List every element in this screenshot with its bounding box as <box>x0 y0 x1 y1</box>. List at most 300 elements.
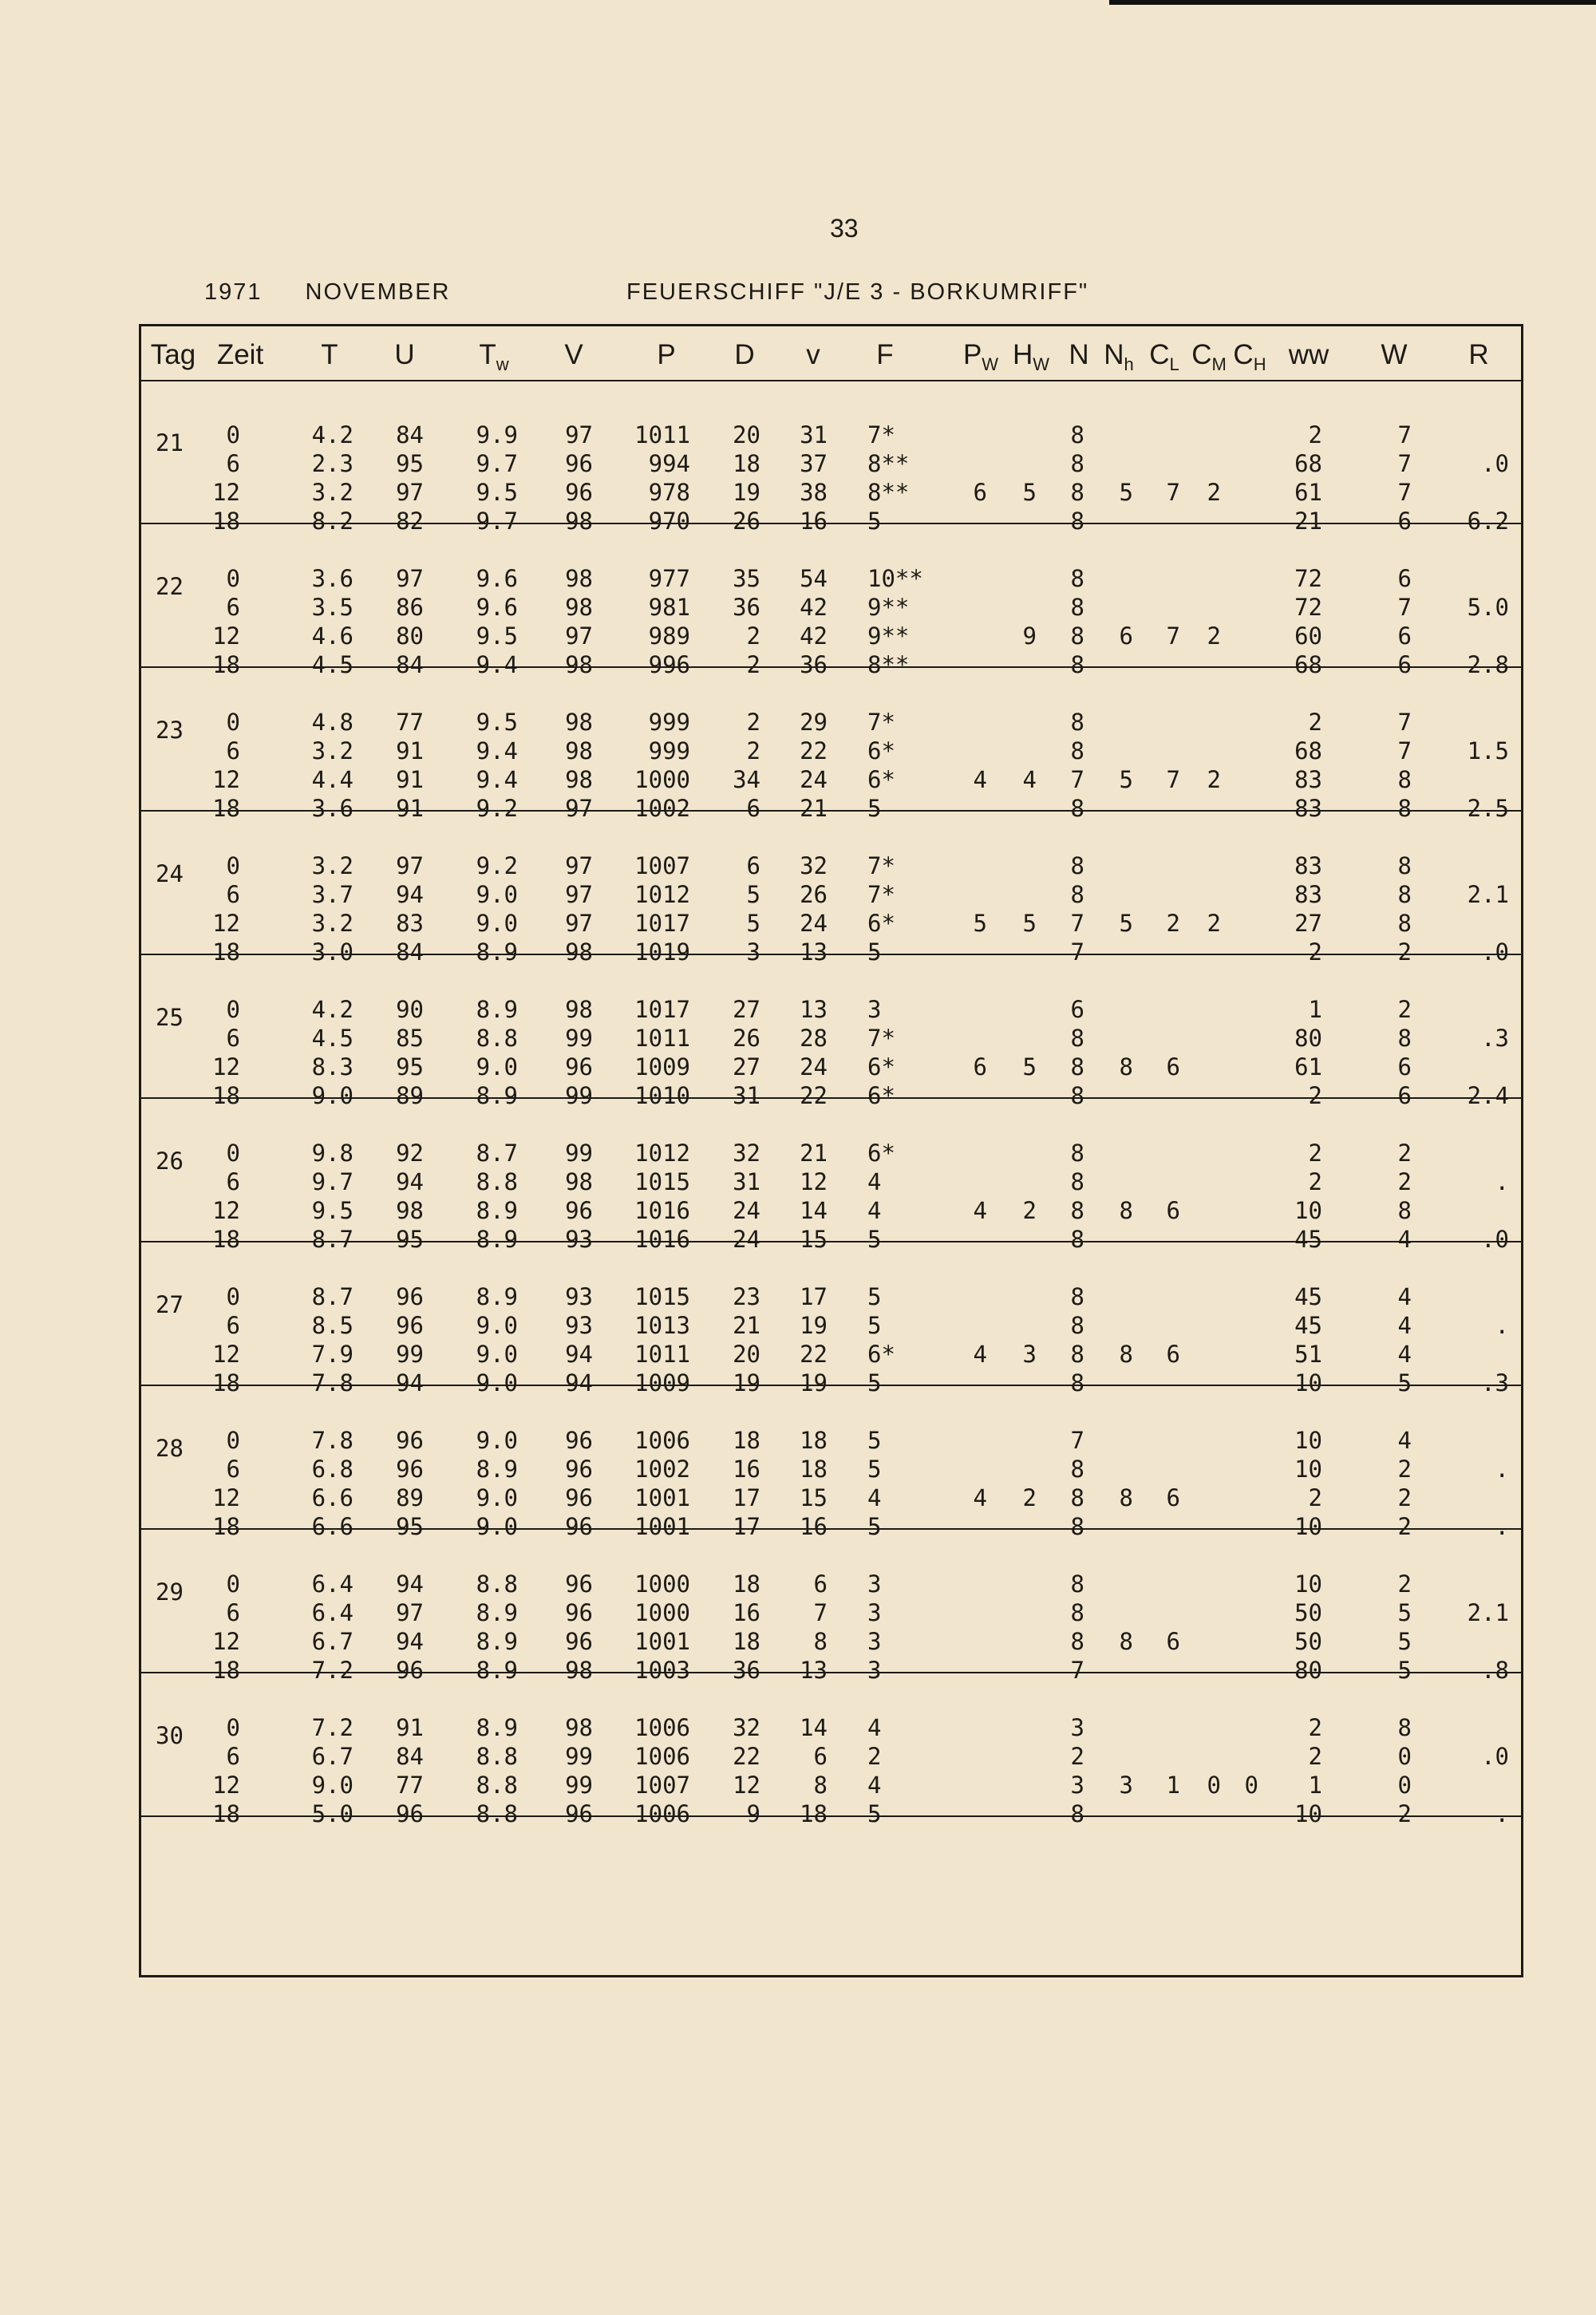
cell-t: 7.2 <box>311 1657 354 1684</box>
cell-tw: 9.5 <box>476 622 518 650</box>
cell-p: 1011 <box>634 1025 690 1052</box>
cell-d: 18 <box>733 1427 760 1454</box>
cell-f: 3 <box>867 1599 882 1626</box>
cell-u: 97 <box>396 565 424 592</box>
cell-w: 8 <box>1397 910 1412 937</box>
column-header-cm <box>1191 339 1227 375</box>
column-header-tw <box>479 339 508 375</box>
cell-t: 9.8 <box>311 1140 354 1167</box>
cell-r: .0 <box>1481 938 1509 966</box>
table-row <box>141 766 1521 795</box>
cell-u: 97 <box>396 1599 424 1626</box>
cell-zeit: 6 <box>226 881 240 908</box>
cell-hw: 5 <box>1022 910 1037 937</box>
cell-w: 2 <box>1397 1168 1412 1195</box>
cell-v: 98 <box>565 709 593 736</box>
cell-w: 8 <box>1397 766 1412 793</box>
cell-pw: 4 <box>973 1484 987 1511</box>
cell-ww: 10 <box>1294 1456 1322 1483</box>
cell-ww: 61 <box>1294 1053 1322 1080</box>
cell-n: 8 <box>1070 1800 1084 1827</box>
cell-zeit: 0 <box>226 1140 240 1167</box>
cell-n: 8 <box>1070 852 1084 879</box>
cell-d: 2 <box>746 651 760 678</box>
table-row <box>141 622 1521 651</box>
cell-v: 98 <box>565 1714 593 1741</box>
cell-f: 6* <box>867 1140 895 1167</box>
cell-n: 8 <box>1070 1456 1084 1483</box>
column-header-letter: C <box>1233 339 1254 370</box>
cell-tw: 9.5 <box>476 709 518 736</box>
cell-nh: 3 <box>1119 1772 1133 1799</box>
cell-w: 8 <box>1397 1197 1412 1224</box>
cell-n: 8 <box>1070 1484 1084 1511</box>
day-label: 29 <box>156 1578 184 1606</box>
cell-p: 1015 <box>634 1283 690 1310</box>
cell-n: 8 <box>1070 1140 1084 1167</box>
column-header-pw <box>963 339 998 375</box>
day-label: 23 <box>156 717 184 744</box>
column-header-n: N <box>1069 339 1089 370</box>
cell-hw: 5 <box>1022 1053 1037 1080</box>
scan-edge-bar <box>1109 0 1596 5</box>
column-header-r: R <box>1468 339 1489 370</box>
cell-d: 12 <box>733 1772 760 1799</box>
cell-d: 16 <box>733 1456 760 1483</box>
cell-ww: 45 <box>1294 1283 1322 1310</box>
cell-d: 22 <box>733 1743 760 1770</box>
cell-zeit: 12 <box>212 1341 240 1368</box>
cell-v: 98 <box>565 737 593 764</box>
cell-f: 5 <box>867 1800 882 1827</box>
cell-ww: 68 <box>1294 737 1322 764</box>
cell-ww: 83 <box>1294 852 1322 879</box>
cell-w: 8 <box>1397 852 1412 879</box>
cell-p: 1013 <box>634 1312 690 1339</box>
cell-v: 7 <box>813 1599 828 1626</box>
column-header-u: U <box>394 339 415 370</box>
cell-u: 91 <box>396 737 424 764</box>
cell-d: 3 <box>746 938 760 966</box>
cell-hw: 2 <box>1022 1484 1037 1511</box>
cell-zeit: 18 <box>212 1657 240 1684</box>
cell-zeit: 6 <box>226 1599 240 1626</box>
cell-n: 8 <box>1070 737 1084 764</box>
cell-n: 8 <box>1070 565 1084 592</box>
cell-w: 5 <box>1397 1657 1412 1684</box>
cell-zeit: 0 <box>226 709 240 736</box>
cell-r: 1.5 <box>1467 737 1509 764</box>
cell-t: 3.2 <box>311 737 354 764</box>
cell-r: 2.4 <box>1467 1082 1509 1109</box>
table-row <box>141 1772 1521 1800</box>
cell-p: 994 <box>648 450 690 477</box>
cell-f: 5 <box>867 795 882 822</box>
cell-v: 98 <box>565 565 593 592</box>
cell-n: 8 <box>1070 1082 1084 1109</box>
cell-d: 20 <box>733 1341 760 1368</box>
cell-ww: 10 <box>1294 1197 1322 1224</box>
cell-d: 31 <box>733 1168 760 1195</box>
column-header-subscript: w <box>496 354 509 374</box>
cell-t: 4.4 <box>311 766 354 793</box>
day-block <box>141 523 1521 678</box>
cell-ww: 2 <box>1308 421 1322 448</box>
cell-zeit: 18 <box>212 1082 240 1109</box>
cell-ww: 10 <box>1294 1427 1322 1454</box>
cell-cm: 2 <box>1207 622 1221 650</box>
table-row <box>141 996 1521 1025</box>
cell-nh: 5 <box>1119 910 1133 937</box>
table-row <box>141 881 1521 910</box>
cell-u: 80 <box>396 622 424 650</box>
table-row <box>141 709 1521 737</box>
cell-zeit: 18 <box>212 795 240 822</box>
cell-u: 91 <box>396 766 424 793</box>
cell-tw: 9.4 <box>476 651 518 678</box>
cell-p: 977 <box>648 565 690 592</box>
cell-t: 3.0 <box>311 938 354 966</box>
cell-zeit: 18 <box>212 508 240 535</box>
cell-v: 8 <box>813 1772 828 1799</box>
cell-ww: 2 <box>1308 1082 1322 1109</box>
cell-p: 1000 <box>634 1570 690 1598</box>
cell-cl: 6 <box>1166 1484 1180 1511</box>
cell-v: 96 <box>565 1484 593 1511</box>
cell-r: 2.5 <box>1467 795 1509 822</box>
cell-p: 1010 <box>634 1082 690 1109</box>
cell-u: 98 <box>396 1197 424 1224</box>
cell-tw: 9.0 <box>476 1312 518 1339</box>
cell-v: 16 <box>800 508 828 535</box>
cell-n: 8 <box>1070 622 1084 650</box>
cell-zeit: 12 <box>212 622 240 650</box>
cell-u: 90 <box>396 996 424 1023</box>
cell-tw: 8.9 <box>476 1599 518 1626</box>
cell-v: 26 <box>800 881 828 908</box>
cell-w: 7 <box>1397 421 1412 448</box>
cell-v: 99 <box>565 1140 593 1167</box>
cell-d: 18 <box>733 450 760 477</box>
cell-d: 16 <box>733 1599 760 1626</box>
cell-f: 6* <box>867 910 895 937</box>
cell-v: 36 <box>800 651 828 678</box>
cell-tw: 8.8 <box>476 1743 518 1770</box>
cell-n: 8 <box>1070 651 1084 678</box>
cell-ww: 83 <box>1294 795 1322 822</box>
column-header-f: F <box>876 339 894 370</box>
cell-u: 84 <box>396 651 424 678</box>
table-row <box>141 1628 1521 1657</box>
cell-r: 2.1 <box>1467 1599 1509 1626</box>
cell-u: 89 <box>396 1484 424 1511</box>
table-row <box>141 1599 1521 1628</box>
cell-t: 3.2 <box>311 479 354 506</box>
table-row <box>141 1312 1521 1341</box>
cell-v: 19 <box>800 1369 828 1397</box>
cell-p: 1001 <box>634 1484 690 1511</box>
cell-u: 95 <box>396 1053 424 1080</box>
cell-u: 91 <box>396 795 424 822</box>
cell-zeit: 12 <box>212 766 240 793</box>
column-header-subscript: W <box>1033 354 1050 374</box>
cell-t: 6.6 <box>311 1513 354 1540</box>
cell-v: 21 <box>800 795 828 822</box>
cell-p: 1011 <box>634 1341 690 1368</box>
cell-p: 970 <box>648 508 690 535</box>
cell-v: 13 <box>800 996 828 1023</box>
cell-f: 4 <box>867 1168 882 1195</box>
cell-t: 8.5 <box>311 1312 354 1339</box>
cell-u: 77 <box>396 709 424 736</box>
cell-t: 7.2 <box>311 1714 354 1741</box>
cell-t: 3.7 <box>311 881 354 908</box>
cell-r: . <box>1495 1513 1509 1540</box>
column-header-nh <box>1104 339 1134 375</box>
cell-p: 978 <box>648 479 690 506</box>
cell-f: 8** <box>867 479 910 506</box>
cell-f: 7* <box>867 421 895 448</box>
cell-cl: 6 <box>1166 1053 1180 1080</box>
cell-zeit: 6 <box>226 1743 240 1770</box>
cell-r: .8 <box>1481 1657 1509 1684</box>
cell-n: 8 <box>1070 1599 1084 1626</box>
cell-v: 97 <box>565 852 593 879</box>
column-header-letter: C <box>1191 339 1212 370</box>
cell-v: 6 <box>813 1570 828 1598</box>
cell-zeit: 6 <box>226 450 240 477</box>
table-row <box>141 450 1521 479</box>
cell-w: 6 <box>1397 622 1412 650</box>
cell-v: 15 <box>800 1226 828 1253</box>
cell-v: 98 <box>565 1657 593 1684</box>
cell-v: 93 <box>565 1226 593 1253</box>
cell-u: 96 <box>396 1283 424 1310</box>
cell-p: 1016 <box>634 1197 690 1224</box>
cell-ww: 72 <box>1294 565 1322 592</box>
table-row <box>141 737 1521 766</box>
cell-p: 1016 <box>634 1226 690 1253</box>
cell-v: 42 <box>800 622 828 650</box>
cell-pw: 4 <box>973 766 987 793</box>
column-header-subscript: h <box>1124 354 1134 374</box>
cell-f: 10** <box>867 565 923 592</box>
cell-p: 1015 <box>634 1168 690 1195</box>
cell-tw: 8.9 <box>476 1226 518 1253</box>
cell-pw: 6 <box>973 1053 987 1080</box>
cell-p: 996 <box>648 651 690 678</box>
cell-zeit: 18 <box>212 1800 240 1827</box>
cell-w: 4 <box>1397 1283 1412 1310</box>
cell-f: 3 <box>867 996 882 1023</box>
cell-tw: 8.9 <box>476 1082 518 1109</box>
cell-hw: 2 <box>1022 1197 1037 1224</box>
cell-f: 6* <box>867 737 895 764</box>
cell-r: . <box>1495 1168 1509 1195</box>
cell-p: 1007 <box>634 852 690 879</box>
cell-w: 4 <box>1397 1226 1412 1253</box>
cell-ww: 80 <box>1294 1025 1322 1052</box>
cell-tw: 8.9 <box>476 996 518 1023</box>
cell-v: 22 <box>800 1082 828 1109</box>
cell-tw: 8.9 <box>476 938 518 966</box>
cell-ww: 61 <box>1294 479 1322 506</box>
cell-zeit: 0 <box>226 565 240 592</box>
cell-d: 27 <box>733 1053 760 1080</box>
table-row <box>141 421 1521 450</box>
column-header-cl <box>1149 339 1179 375</box>
column-header-t: T <box>321 339 338 370</box>
cell-cm: 2 <box>1207 910 1221 937</box>
cell-v: 98 <box>565 766 593 793</box>
cell-cm: 2 <box>1207 479 1221 506</box>
cell-ww: 80 <box>1294 1657 1322 1684</box>
cell-v: 96 <box>565 1570 593 1598</box>
cell-cl: 6 <box>1166 1628 1180 1655</box>
cell-d: 19 <box>733 1369 760 1397</box>
cell-tw: 9.7 <box>476 508 518 535</box>
cell-p: 1002 <box>634 1456 690 1483</box>
cell-r: . <box>1495 1456 1509 1483</box>
cell-ww: 27 <box>1294 910 1322 937</box>
cell-n: 8 <box>1070 1168 1084 1195</box>
cell-ww: 1 <box>1308 996 1322 1023</box>
cell-d: 26 <box>733 1025 760 1052</box>
day-block <box>141 1673 1521 1827</box>
day-block <box>141 1385 1521 1540</box>
cell-f: 3 <box>867 1570 882 1598</box>
cell-tw: 8.7 <box>476 1140 518 1167</box>
cell-v: 97 <box>565 421 593 448</box>
cell-v: 93 <box>565 1283 593 1310</box>
cell-ww: 21 <box>1294 508 1322 535</box>
cell-v: 98 <box>565 938 593 966</box>
cell-pw: 4 <box>973 1197 987 1224</box>
cell-zeit: 0 <box>226 1427 240 1454</box>
cell-w: 6 <box>1397 565 1412 592</box>
cell-f: 6* <box>867 1082 895 1109</box>
cell-p: 981 <box>648 594 690 621</box>
cell-v: 32 <box>800 852 828 879</box>
column-header-subscript: W <box>982 354 999 374</box>
cell-u: 89 <box>396 1082 424 1109</box>
cell-v: 96 <box>565 1800 593 1827</box>
cell-v: 16 <box>800 1513 828 1540</box>
cell-f: 2 <box>867 1743 882 1770</box>
cell-f: 7* <box>867 709 895 736</box>
cell-v: 99 <box>565 1743 593 1770</box>
cell-w: 4 <box>1397 1427 1412 1454</box>
cell-tw: 9.9 <box>476 421 518 448</box>
cell-tw: 9.0 <box>476 1053 518 1080</box>
cell-t: 8.3 <box>311 1053 354 1080</box>
cell-tw: 9.6 <box>476 594 518 621</box>
cell-v: 98 <box>565 508 593 535</box>
cell-t: 9.0 <box>311 1082 354 1109</box>
cell-ww: 10 <box>1294 1800 1322 1827</box>
cell-v: 42 <box>800 594 828 621</box>
cell-t: 4.5 <box>311 651 354 678</box>
table-row <box>141 1341 1521 1369</box>
cell-v: 21 <box>800 1140 828 1167</box>
cell-v: 13 <box>800 1657 828 1684</box>
cell-t: 6.4 <box>311 1570 354 1598</box>
cell-u: 94 <box>396 1628 424 1655</box>
cell-v: 18 <box>800 1427 828 1454</box>
table-row <box>141 1484 1521 1513</box>
cell-ww: 68 <box>1294 450 1322 477</box>
cell-d: 36 <box>733 1657 760 1684</box>
cell-v: 96 <box>565 1456 593 1483</box>
cell-f: 5 <box>867 1312 882 1339</box>
cell-v: 14 <box>800 1197 828 1224</box>
cell-ww: 83 <box>1294 766 1322 793</box>
table-row <box>141 1427 1521 1456</box>
cell-p: 1002 <box>634 795 690 822</box>
cell-w: 8 <box>1397 881 1412 908</box>
cell-hw: 4 <box>1022 766 1037 793</box>
cell-t: 9.5 <box>311 1197 354 1224</box>
cell-v: 18 <box>800 1800 828 1827</box>
cell-v: 15 <box>800 1484 828 1511</box>
cell-cm: 0 <box>1207 1772 1221 1799</box>
cell-tw: 9.7 <box>476 450 518 477</box>
cell-f: 6* <box>867 766 895 793</box>
cell-t: 8.7 <box>311 1283 354 1310</box>
cell-tw: 9.4 <box>476 737 518 764</box>
cell-cl: 6 <box>1166 1197 1180 1224</box>
cell-tw: 8.8 <box>476 1772 518 1799</box>
cell-tw: 8.8 <box>476 1168 518 1195</box>
cell-u: 97 <box>396 852 424 879</box>
day-label: 28 <box>156 1435 184 1462</box>
cell-v: 97 <box>565 910 593 937</box>
cell-v: 97 <box>565 622 593 650</box>
table-row <box>141 1570 1521 1599</box>
cell-d: 19 <box>733 479 760 506</box>
cell-ww: 2 <box>1308 938 1322 966</box>
cell-hw: 5 <box>1022 479 1037 506</box>
cell-zeit: 12 <box>212 1484 240 1511</box>
cell-zeit: 12 <box>212 479 240 506</box>
cell-f: 5 <box>867 1226 882 1253</box>
cell-n: 8 <box>1070 881 1084 908</box>
cell-w: 2 <box>1397 1570 1412 1598</box>
cell-v: 97 <box>565 881 593 908</box>
column-header-subscript: H <box>1253 354 1266 374</box>
column-header-subscript: L <box>1169 354 1179 374</box>
cell-ww: 2 <box>1308 1168 1322 1195</box>
cell-f: 5 <box>867 508 882 535</box>
cell-t: 3.2 <box>311 910 354 937</box>
cell-ww: 1 <box>1308 1772 1322 1799</box>
cell-p: 1019 <box>634 938 690 966</box>
cell-n: 8 <box>1070 1053 1084 1080</box>
day-block <box>141 954 1521 1109</box>
cell-f: 5 <box>867 1427 882 1454</box>
cell-u: 86 <box>396 594 424 621</box>
cell-v: 96 <box>565 450 593 477</box>
cell-hw: 9 <box>1022 622 1037 650</box>
cell-zeit: 12 <box>212 1772 240 1799</box>
column-header-hw <box>1013 339 1049 375</box>
cell-w: 7 <box>1397 594 1412 621</box>
cell-ch: 0 <box>1244 1772 1258 1799</box>
cell-tw: 9.5 <box>476 479 518 506</box>
day-separator <box>141 1815 1521 1817</box>
cell-d: 9 <box>746 1800 760 1827</box>
cell-t: 3.2 <box>311 852 354 879</box>
